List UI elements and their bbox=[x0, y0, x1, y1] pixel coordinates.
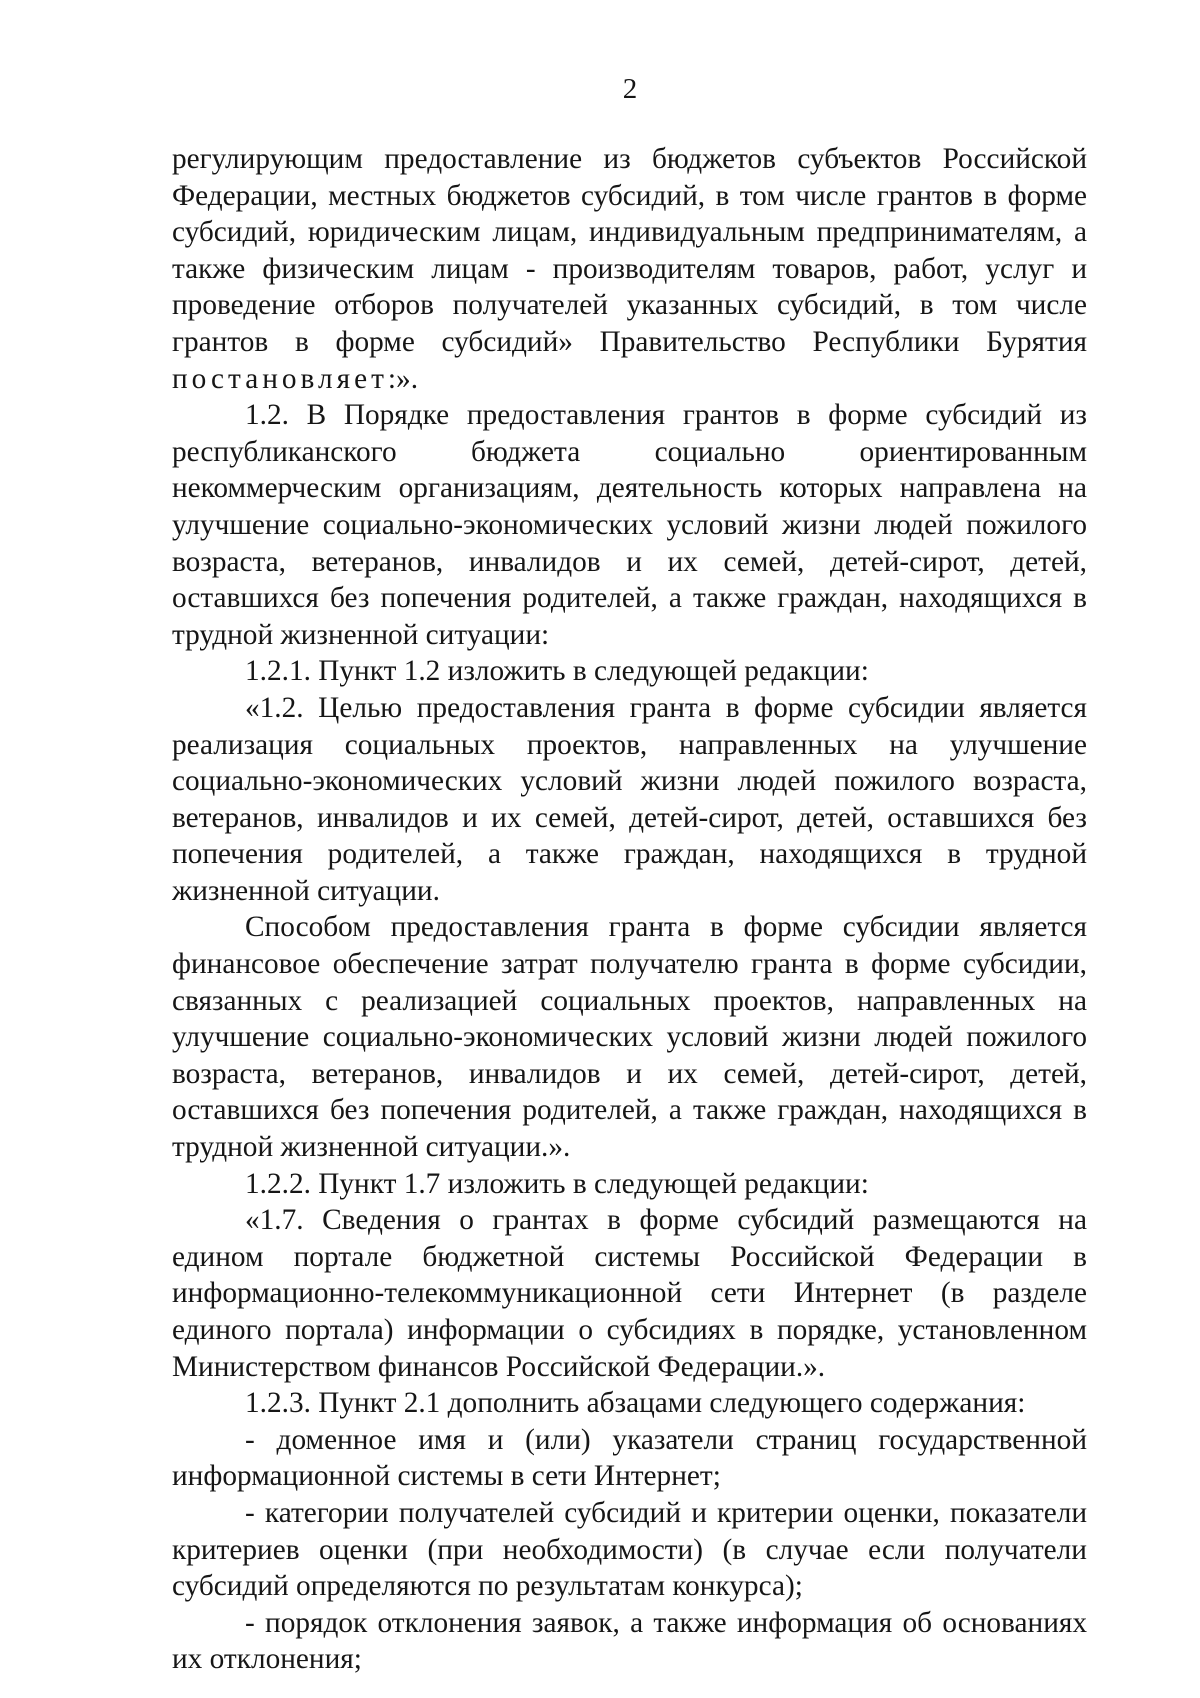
paragraph-continuation bbox=[172, 141, 1087, 397]
paragraph-text: регулирующим предоставление из бюджетов субъектов Российской Федерации, местных бюджетов субсидий, в том числе грантов в форме субсидий, юридическим лицам, индивидуальным предпринимателям, а также физическим лицам - производителям товаров, работ, услуг и проведение отборов получателей указанных субсидий, в том числе грантов в форме субсидий» Правительство Республики Бурятия bbox=[172, 143, 1087, 358]
document-body bbox=[172, 141, 1087, 1678]
page-number: 2 bbox=[622, 73, 638, 105]
spaced-word: постановляет bbox=[172, 362, 388, 395]
paragraph-quote-1-7: «1.7. Сведения о грантах в форме субсидий размещаются на едином портале бюджетной системы Российской Федерации в информационно-телекоммуникационной сети Интернет (в разделе единого портала) информации о субсидиях в порядке, установленном Министерством финансов Российской Федерации.». bbox=[172, 1204, 1087, 1383]
list-item-categories: - категории получателей субсидий и критерии оценки, показатели критериев оценки (при необходимости) (в случае если получатели субсидий определяются по результатам конкурса); bbox=[172, 1496, 1087, 1603]
paragraph-quote-1-2: «1.2. Целью предоставления гранта в форме субсидии является реализация социальных проектов, направленных на улучшение социально-экономических условий жизни людей пожилого возраста, ветеранов, инвалидов и их семей, детей-сирот, детей, оставшихся без попечения родителей, а также граждан, находящихся в трудной жизненной ситуации. bbox=[172, 691, 1087, 907]
list-item-rejection: - порядок отклонения заявок, а также информация об основаниях их отклонения; bbox=[172, 1606, 1087, 1676]
paragraph-text-end: :». bbox=[387, 362, 419, 395]
list-item-domain: - доменное имя и (или) указатели страниц государственной информационной системы в сети Интернет; bbox=[172, 1423, 1087, 1493]
paragraph-1-2-2: 1.2.2. Пункт 1.7 изложить в следующей редакции: bbox=[245, 1167, 869, 1200]
paragraph-method: Способом предоставления гранта в форме субсидии является финансовое обеспечение затрат получателю гранта в форме субсидии, связанных с реализацией социальных проектов, направленных на улучшение социально-экономических условий жизни людей пожилого возраста, ветеранов, инвалидов и их семей, детей-сирот, детей, оставшихся без попечения родителей, а также граждан, находящихся в трудной жизненной ситуации.». bbox=[172, 911, 1087, 1164]
paragraph-1-2-3: 1.2.3. Пункт 2.1 дополнить абзацами следующего содержания: bbox=[245, 1387, 1026, 1420]
paragraph-1-2-1: 1.2.1. Пункт 1.2 изложить в следующей редакции: bbox=[245, 655, 869, 688]
paragraph-1-2: 1.2. В Порядке предоставления грантов в форме субсидий из республиканского бюджета социально ориентированным некоммерческим организациям, деятельность которых направлена на улучшение социально-экономических условий жизни людей пожилого возраста, ветеранов, инвалидов и их семей, детей-сирот, детей, оставшихся без попечения родителей, а также граждан, находящихся в трудной жизненной ситуации: bbox=[172, 399, 1087, 651]
